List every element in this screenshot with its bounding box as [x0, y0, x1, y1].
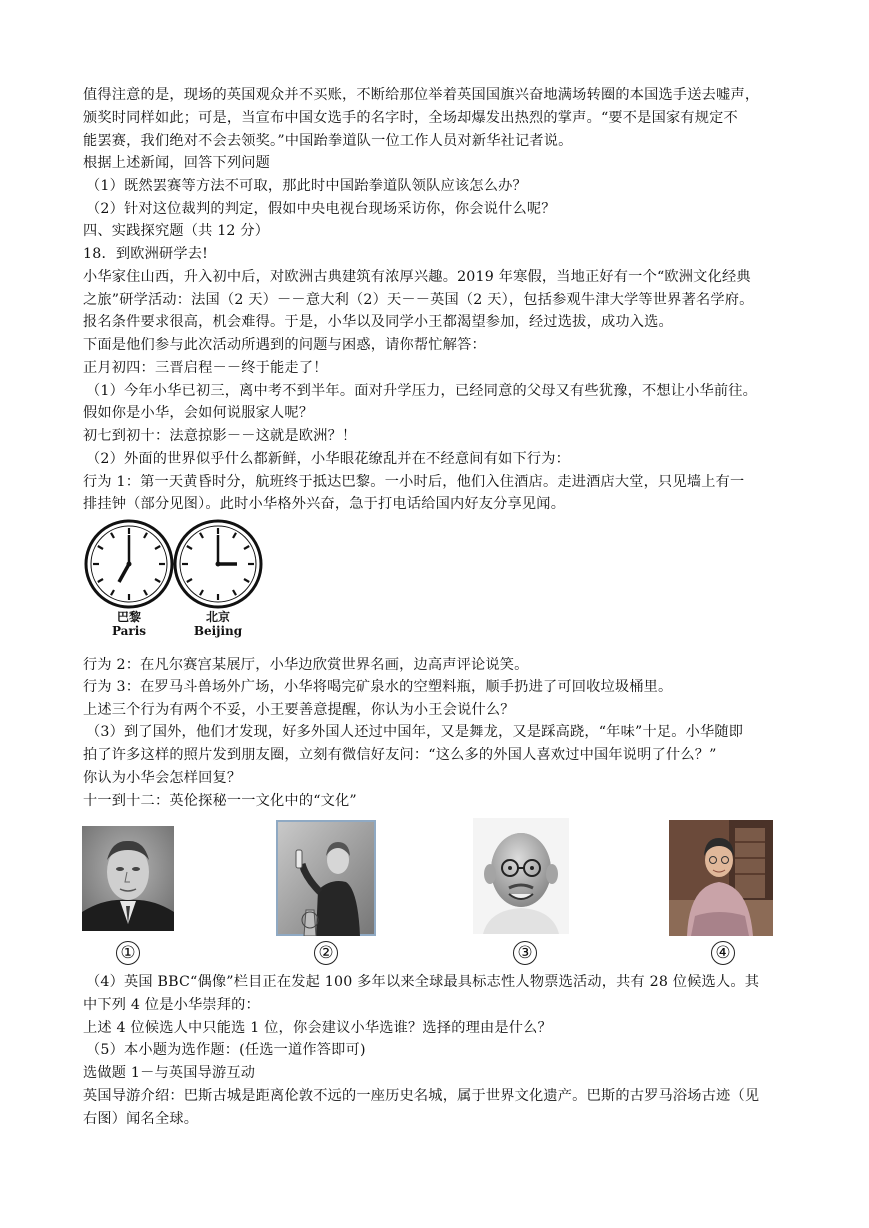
- text-line: 根据上述新闻，回答下列问题: [83, 155, 271, 171]
- city-en-label: Beijing: [193, 624, 243, 638]
- clock-caption-paris: [99, 610, 159, 638]
- portrait-photo: [276, 820, 376, 936]
- question-line: （2）针对这位裁判的判定，假如中央电视台现场采访你，你会说什么呢？: [86, 201, 556, 217]
- text-line: 右图）闻名全球。: [83, 1111, 199, 1127]
- text-line: 排挂钟（部分见图）。此时小华格外兴奋，急于打电话给国内好友分享见闻。: [83, 496, 566, 512]
- text-line: 行为 2：在凡尔赛宫某展厅，小华边欣赏世界名画，边高声评论说笑。: [83, 657, 529, 673]
- city-en-label: Paris: [111, 624, 147, 638]
- text-line: 值得注意的是，现场的英国观众并不买账，不断给那位举着英国国旗兴奋地满场转圈的本国选手送去嘘声，: [83, 87, 760, 103]
- question-line: （3）到了国外，他们才发现，好多外国人还过中国年，又是舞龙，又是踩高跷，“年味”十足。小华随即: [86, 724, 744, 740]
- text-line: 拍了许多这样的照片发到朋友圈，立刻有微信好友问：“这么多的外国人喜欢过中国年说明了什么？”: [83, 747, 717, 763]
- text-line: 十一到十二：英伦探秘一一文化中的“文化”: [83, 793, 357, 809]
- clock-icon: [84, 518, 264, 610]
- question-line: （2）外面的世界似乎什么都新鲜，小华眼花缭乱并在不经意间有如下行为：: [86, 451, 571, 467]
- text-line: 之旅”研学活动：法国（2 天）－－意大利（2）天－－英国（2 天），包括参观牛津大学等世界著名学府。: [83, 292, 754, 308]
- portrait-photo: [82, 826, 174, 931]
- portrait-number: ③: [513, 941, 537, 965]
- text-line: 行为 1：第一天黄昏时分，航班终于抵达巴黎。一小时后，他们入住酒店。走进酒店大堂，只见墙上有一: [83, 474, 745, 490]
- text-line: 正月初四：三晋启程－－终于能走了！: [83, 360, 328, 376]
- text-line: 小华家住山西，升入初中后，对欧洲古典建筑有浓厚兴趣。2019 年寒假，当地正好有一个“欧洲文化经典: [83, 269, 751, 285]
- clock-caption-beijing: [188, 610, 248, 638]
- text-line: 假如你是小华，会如何说服家人呢？: [83, 405, 314, 421]
- city-cn-label: 巴黎: [116, 610, 141, 624]
- text-line: 上述 4 位候选人中只能选 1 位，你会建议小华选谁？选择的理由是什么？: [83, 1020, 552, 1036]
- question-line: （1）既然罢赛等方法不可取，那此时中国跆拳道队领队应该怎么办？: [86, 178, 527, 194]
- portrait-number: ④: [711, 941, 735, 965]
- text-line: 行为 3：在罗马斗兽场外广场，小华将喝完矿泉水的空塑料瓶，顺手扔进了可回收垃圾桶里。: [83, 679, 673, 695]
- section-heading: 四、实践探究题（共 12 分）: [83, 223, 270, 239]
- question-line: （1）今年小华已初三，离中考不到半年。面对升学压力，已经同意的父母又有些犹豫，不想让小华前往。: [86, 383, 758, 399]
- city-cn-label: 北京: [205, 610, 230, 624]
- text-line: 中下列 4 位是小华崇拜的：: [83, 997, 260, 1013]
- portrait-photo: [669, 820, 773, 936]
- text-line: 初七到初十：法意掠影－－这就是欧洲？！: [83, 428, 357, 444]
- question-title: 18．到欧洲研学去!: [83, 246, 209, 262]
- text-line: 下面是他们参与此次活动所遇到的问题与困惑，请你帮忙解答：: [83, 337, 486, 353]
- question-line: （5）本小题为选作题：(任选一道作答即可): [86, 1042, 366, 1058]
- portrait-number: ①: [116, 941, 140, 965]
- text-line: 英国导游介绍：巴斯古城是距离伦敦不远的一座历史名城，属于世界文化遗产。巴斯的古罗马浴场古迹（见: [83, 1088, 760, 1104]
- portrait-photo: [473, 818, 569, 934]
- text-line: 报名条件要求很高，机会难得。于是，小华以及同学小王都渴望参加，经过选拔，成功入选。: [83, 314, 673, 330]
- text-line: 选做题 1－与英国导游互动: [83, 1065, 256, 1081]
- text-line: 能罢赛，我们绝对不会去领奖。”中国跆拳道队一位工作人员对新华社记者说。: [83, 133, 573, 149]
- text-line: 颁奖时同样如此；可是，当宣布中国女选手的名字时，全场却爆发出热烈的掌声。“要不是国家有规定不: [83, 110, 738, 126]
- text-line: 你认为小华会怎样回复？: [83, 770, 242, 786]
- question-line: （4）英国 BBC“偶像”栏目正在发起 100 多年以来全球最具标志性人物票选活动，共有 28 位候选人。其: [86, 974, 760, 990]
- text-line: 上述三个行为有两个不妥，小王要善意提醒，你认为小王会说什么？: [83, 702, 515, 718]
- portrait-number: ②: [314, 941, 338, 965]
